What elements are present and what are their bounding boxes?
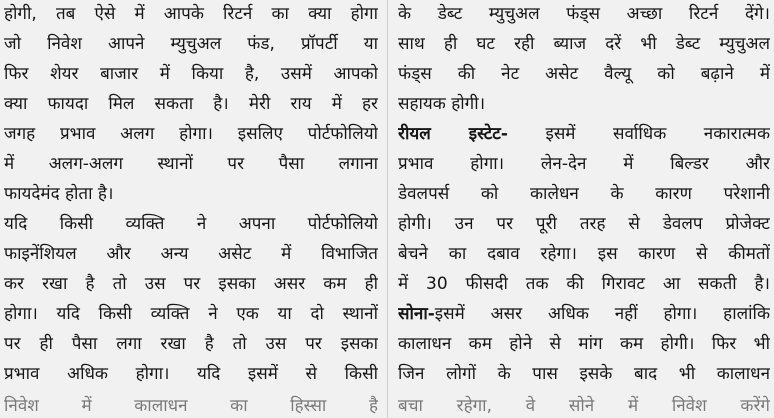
section-line-gold <box>398 300 770 328</box>
text-line: होगी। उन पर पूरी तरह से डेवलप प्रोजेक्ट <box>398 214 770 234</box>
text-line: पर ही पैसा लगा रखा है तो उस पर इसका <box>4 334 378 354</box>
text-line-cropped: बचा रहेगा, वे सोने में निवेश करेंगे <box>398 396 770 416</box>
text-line: प्रभाव होगा। लेन-देन में बिल्डर और <box>398 154 770 174</box>
text-line: फायदेमंद होता है। <box>4 184 114 204</box>
text-line: में अलग-अलग स्थानों पर पैसा लगाना <box>4 154 378 174</box>
text-line: फिर शेयर बाजार में किया है, उसमें आपको <box>4 64 378 84</box>
heading-real-estate: रीयल इस्टेट- <box>398 124 508 144</box>
text-line: बेचने का दबाव रहेगा। इस कारण से कीमतों <box>398 244 770 264</box>
text-line: फाइनेंशियल और अन्य असेट में विभाजित <box>4 244 378 264</box>
text-span: इसमें असर अधिक नहीं होगा। हालांकि <box>434 304 770 324</box>
text-line: साथ ही घट रही ब्याज दरें भी डेब्ट म्युचुअल <box>398 34 770 54</box>
text-line: जगह प्रभाव अलग होगा। इसलिए पोर्टफोलियो <box>4 124 378 144</box>
text-line: कर रखा है तो उस पर इसका असर कम ही <box>4 274 378 294</box>
text-line: जो निवेश आपने म्युचुअल फंड, प्रॉपर्टी या <box>4 34 378 54</box>
text-line: प्रभाव अधिक होगा। यदि इसमें से किसी <box>4 364 378 384</box>
text-line: जिन लोगों के पास इसके बाद भी कालाधन <box>398 364 770 384</box>
text-line: क्या फायदा मिल सकता है। मेरी राय में हर <box>4 94 378 114</box>
text-line: यदि किसी व्यक्ति ने अपना पोर्टफोलियो <box>4 214 378 234</box>
text-line: होगा। यदि किसी व्यक्ति ने एक या दो स्थानों <box>4 304 378 324</box>
text-line: होगी, तब ऐसे में आपके रिटर्न का क्या होगा <box>4 4 378 24</box>
text-line: के डेब्ट म्युचुअल फंड्स अच्छा रिटर्न देंगे। <box>398 4 770 24</box>
section-line-real-estate <box>398 120 770 148</box>
text-line: फंड्स की नेट असेट वैल्यू को बढ़ाने में <box>398 64 770 84</box>
text-line: में 30 फीसदी तक की गिरावट आ सकती है। <box>398 274 770 294</box>
column-divider <box>387 0 388 418</box>
text-line: कालाधन कम होने से मांग कम होगी। फिर भी <box>398 334 770 354</box>
text-span: इसमें सर्वाधिक नकारात्मक <box>545 124 770 144</box>
text-line-cropped: निवेश में कालाधन का हिस्सा है <box>4 396 378 416</box>
text-line: सहायक होगी। <box>398 94 486 114</box>
text-line: डेवलपर्स को कालेधन के कारण परेशानी <box>398 184 770 204</box>
heading-gold: सोना- <box>398 304 435 324</box>
